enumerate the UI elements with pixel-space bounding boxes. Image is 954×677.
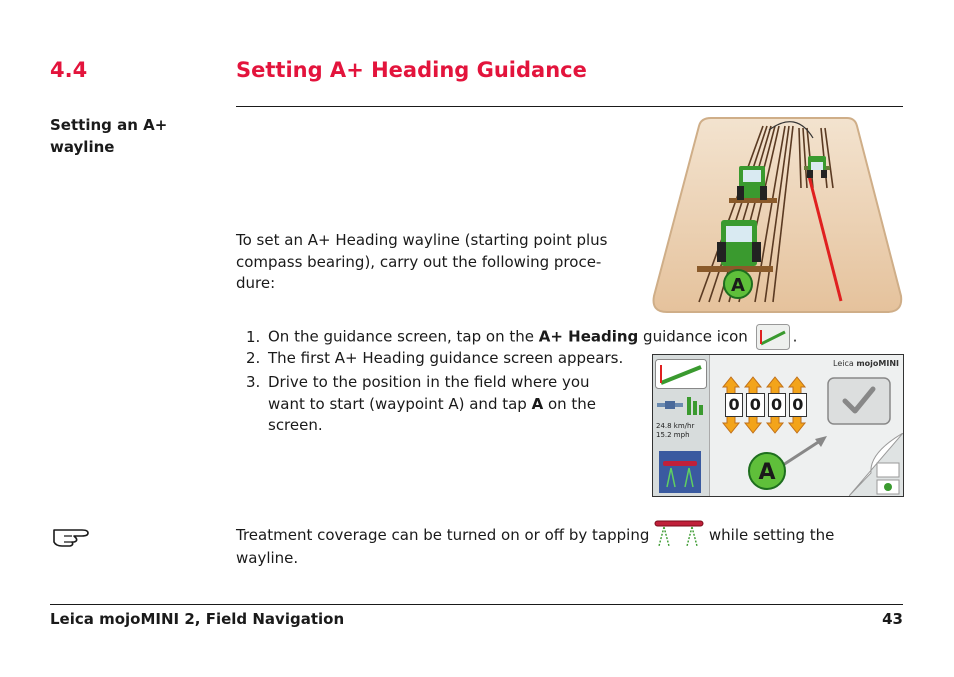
heading-digit: 0	[768, 393, 786, 417]
a-plus-heading-icon[interactable]	[756, 324, 790, 350]
a-plus-heading-icon[interactable]	[655, 359, 707, 389]
side-heading	[50, 114, 210, 158]
top-divider	[236, 106, 903, 107]
speed-kmh: 24.8 km/hr	[656, 422, 695, 430]
side-heading-line2: wayline	[50, 138, 115, 156]
heading-digit: 0	[746, 393, 764, 417]
waypoint-a-label: A	[731, 275, 745, 296]
step-3: 3. Drive to the position in the field where you want to start (waypoint A) and tap A on the screen.	[246, 373, 597, 434]
field-illustration	[651, 116, 903, 316]
step-2: 2. The first A+ Heading guidance screen appears.	[246, 349, 624, 367]
coverage-toggle-icon[interactable]	[659, 451, 701, 493]
satellite-icon	[655, 393, 707, 419]
section-number: 4.4	[50, 58, 88, 82]
side-heading-line1: Setting an A+	[50, 116, 168, 134]
heading-digit: 0	[789, 393, 807, 417]
confirm-checkmark-button[interactable]	[827, 377, 891, 425]
note-line1: Treatment coverage can be turned on or off by tapping while setting the	[236, 524, 896, 547]
intro-paragraph	[236, 230, 636, 295]
brand-logo: Leica mojoMINI	[833, 359, 899, 368]
heading-digit: 0	[725, 393, 743, 417]
step-1: 1. On the guidance screen, tap on the A+ Heading guidance icon .	[246, 324, 797, 350]
intro-line: To set an A+ Heading wayline (starting point plus	[236, 231, 608, 249]
guidance-screen	[652, 354, 904, 497]
waypoint-a-button[interactable]	[745, 435, 829, 493]
speed-readout	[656, 422, 694, 440]
note-text	[236, 524, 896, 569]
intro-line: compass bearing), carry out the following proce-	[236, 252, 602, 271]
heading-digits[interactable]	[725, 393, 807, 415]
waypoint-a-label: A	[758, 460, 776, 485]
pointing-hand-icon	[52, 522, 94, 550]
speed-mph: 15.2 mph	[656, 431, 690, 439]
note-line2: wayline.	[236, 548, 299, 567]
coverage-toggle-icon[interactable]	[654, 519, 704, 547]
intro-line: dure:	[236, 274, 276, 292]
section-title: Setting A+ Heading Guidance	[236, 58, 587, 82]
page-curl-menu[interactable]	[849, 433, 903, 496]
footer-title: Leica mojoMINI 2, Field Navigation	[50, 610, 345, 628]
page-number: 43	[882, 610, 903, 628]
footer-divider	[50, 604, 903, 605]
